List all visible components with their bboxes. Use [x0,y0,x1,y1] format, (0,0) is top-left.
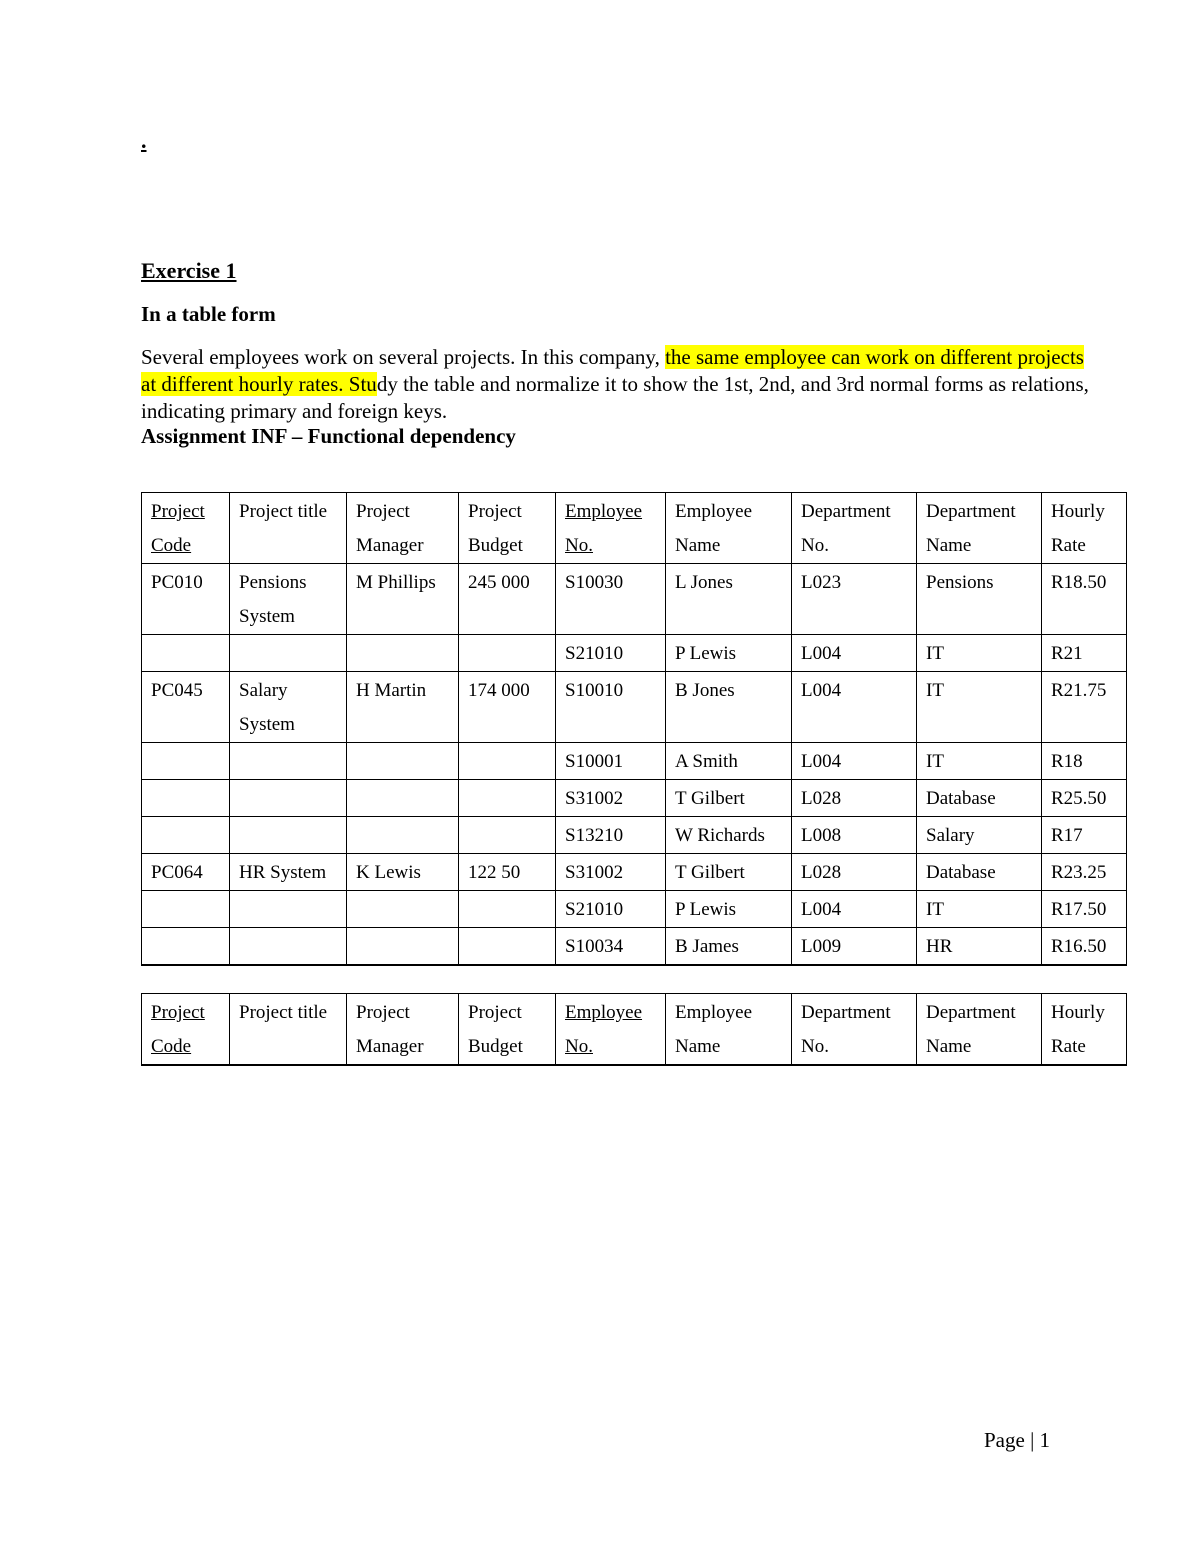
table-cell: P Lewis [666,891,792,928]
table-cell: IT [917,891,1042,928]
header-line-2: No. [565,1036,593,1057]
table-cell: Pensions System [230,564,347,635]
header-line-1: Project [468,501,522,522]
table-cell [142,743,230,780]
table-cell [459,743,556,780]
table-cell: Database [917,854,1042,891]
table-cell [347,928,459,966]
top-mark: . [141,128,147,153]
table-cell: S31002 [556,854,666,891]
table-cell: L004 [792,635,917,672]
table-cell: R21 [1042,635,1127,672]
table-cell: S31002 [556,780,666,817]
header-cell [230,493,347,564]
table-row [142,891,1127,928]
table-cell: L004 [792,672,917,743]
header-line-2: Name [675,535,721,556]
header-line-2: Budget [468,535,523,556]
header-line-1: Project [468,1002,522,1023]
table-cell: B James [666,928,792,966]
header-cell [792,493,917,564]
header-line-2: Budget [468,1036,523,1057]
header-line-1: Employee [565,1002,643,1023]
header-line-1: Hourly [1051,1002,1105,1023]
header-line-1: Hourly [1051,501,1105,522]
header-line-1: Department [926,1002,1016,1023]
table-cell: A Smith [666,743,792,780]
table-cell [142,928,230,966]
table-cell [347,780,459,817]
table-cell: L023 [792,564,917,635]
header-cell [666,994,792,1066]
data-table [141,492,1127,966]
table-cell: T Gilbert [666,854,792,891]
header-cell [556,493,666,564]
table-cell: IT [917,635,1042,672]
table-cell: 245 000 [459,564,556,635]
header-cell [917,493,1042,564]
header-line-1: Project [356,1002,410,1023]
table-cell: HR System [230,854,347,891]
table-cell: L004 [792,743,917,780]
table-cell [142,780,230,817]
table-cell: M Phillips [347,564,459,635]
header-line-1: Project [151,501,205,522]
table-cell [142,891,230,928]
table-cell [347,891,459,928]
table-cell: R17.50 [1042,891,1127,928]
table-cell: L008 [792,817,917,854]
highlighted-text: the same employee can work on different projects at different hourly rates. Stu [141,345,1084,396]
table-cell: W Richards [666,817,792,854]
assignment-heading: Assignment INF – Functional dependency [141,424,516,448]
header-line-1: Project title [239,501,328,522]
normalized-table [141,993,1127,1066]
table-row [142,743,1127,780]
table-cell [230,635,347,672]
table-cell: H Martin [347,672,459,743]
header-line-1: Department [801,501,891,522]
header-line-1: Department [801,1002,891,1023]
subtitle: In a table form [141,302,276,326]
instructions-paragraph [141,344,1101,425]
table-cell: 122 50 [459,854,556,891]
table-cell: R21.75 [1042,672,1127,743]
table-cell: PC045 [142,672,230,743]
table-cell: L028 [792,780,917,817]
table-row [142,854,1127,891]
table-cell [230,928,347,966]
table-cell: K Lewis [347,854,459,891]
table-cell: HR [917,928,1042,966]
table-cell: L009 [792,928,917,966]
table-cell: S21010 [556,635,666,672]
table-cell [459,635,556,672]
table-cell [347,817,459,854]
header-cell [917,994,1042,1066]
table-cell [347,743,459,780]
paragraph-text-2: dy the table and normalize it to show the 1st, 2nd, and 3rd normal forms as relations, indicating primary and foreign keys. [141,372,1089,423]
table-cell: R17 [1042,817,1127,854]
table-cell [459,891,556,928]
table-cell [230,891,347,928]
table-cell [230,817,347,854]
table-cell: S10030 [556,564,666,635]
header-cell [459,493,556,564]
header-line-2: Rate [1051,1036,1086,1057]
header-line-2: No. [801,535,829,556]
table-cell: S10001 [556,743,666,780]
table-cell: Pensions [917,564,1042,635]
header-line-2: Rate [1051,535,1086,556]
table-cell: R23.25 [1042,854,1127,891]
header-cell [142,493,230,564]
table-cell: Salary [917,817,1042,854]
header-line-2: Code [151,1036,192,1057]
table-cell: L Jones [666,564,792,635]
table-row [142,817,1127,854]
table-cell: 174 000 [459,672,556,743]
table-row [142,564,1127,635]
header-line-2: Name [926,535,972,556]
table-cell: IT [917,672,1042,743]
table-cell: P Lewis [666,635,792,672]
table-cell [230,780,347,817]
table-header-row [142,994,1127,1066]
table-cell: S10034 [556,928,666,966]
header-line-1: Employee [675,1002,753,1023]
table-cell: R18.50 [1042,564,1127,635]
table-row [142,635,1127,672]
table-cell: L028 [792,854,917,891]
header-line-1: Department [926,501,1016,522]
table-cell [230,743,347,780]
header-cell [792,994,917,1066]
table-header-row [142,493,1127,564]
header-cell [1042,994,1127,1066]
table-cell: Database [917,780,1042,817]
table-cell: R25.50 [1042,780,1127,817]
header-line-2: No. [565,535,593,556]
header-line-2: Code [151,535,192,556]
table-cell: S10010 [556,672,666,743]
table-row [142,672,1127,743]
header-cell [142,994,230,1066]
header-cell [230,994,347,1066]
header-cell [1042,493,1127,564]
table-cell: S13210 [556,817,666,854]
table-cell: B Jones [666,672,792,743]
header-line-1: Employee [565,501,643,522]
table-row [142,780,1127,817]
header-line-2: Manager [356,535,424,556]
header-line-2: Name [675,1036,721,1057]
header-cell [347,994,459,1066]
paragraph-text-1: Several employees work on several projects. In this company, [141,345,666,369]
table-cell [459,817,556,854]
table-cell: R16.50 [1042,928,1127,966]
header-line-2: No. [801,1036,829,1057]
header-cell [459,994,556,1066]
table-cell: T Gilbert [666,780,792,817]
header-line-1: Project [151,1002,205,1023]
table-cell: PC064 [142,854,230,891]
table-cell: PC010 [142,564,230,635]
table-cell: Salary System [230,672,347,743]
header-line-1: Project title [239,1002,328,1023]
table-row [142,928,1127,966]
table-cell [142,817,230,854]
table-cell [459,928,556,966]
header-line-1: Employee [675,501,753,522]
table-cell: R18 [1042,743,1127,780]
header-line-1: Project [356,501,410,522]
header-cell [666,493,792,564]
header-cell [556,994,666,1066]
table-cell [347,635,459,672]
table-cell: L004 [792,891,917,928]
page-number: Page | 1 [984,1428,1051,1452]
table-cell [459,780,556,817]
table-cell: IT [917,743,1042,780]
exercise-title: Exercise 1 [141,258,237,283]
header-line-2: Manager [356,1036,424,1057]
header-cell [347,493,459,564]
table-cell: S21010 [556,891,666,928]
table-cell [142,635,230,672]
header-line-2: Name [926,1036,972,1057]
